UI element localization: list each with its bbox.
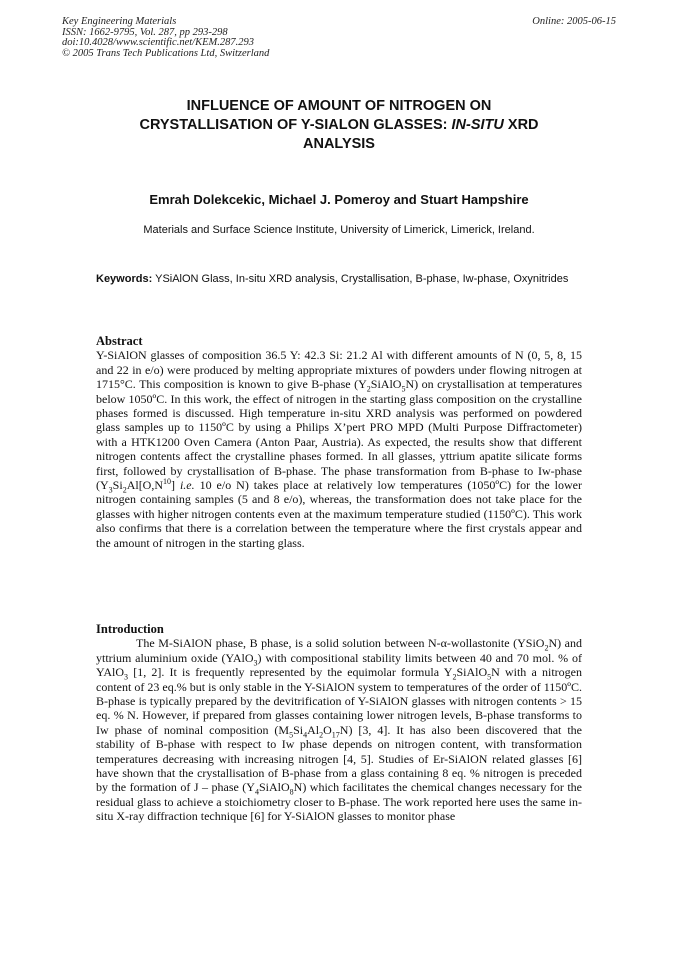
title-line-1: INFLUENCE OF AMOUNT OF NITROGEN ON (186, 98, 492, 114)
title-italic: IN-SITU (451, 117, 504, 133)
paper-title (90, 97, 588, 154)
journal-name: Key Engineering Materials (62, 16, 177, 27)
keywords (96, 273, 596, 285)
title-line-2 (90, 116, 588, 135)
abstract-section (96, 334, 582, 550)
abstract-heading: Abstract (96, 334, 143, 348)
journal-doi[interactable]: doi:10.4028/www.scientific.net/KEM.287.293 (62, 37, 254, 48)
abstract-text: Y-SiAlON glasses of composition 36.5 Y: 42.3 Si: 21.2 Al with different amounts of N (0, 5, 8, 15 and 22 in e/o) were produced by melting appropriate mixtures of powders under flowing nitrogen at 1715°C. This composition is known to give B-phase $(Y_2SiAlO_5N)$ on crystallisation at temperatures below 1050ºC. In this work, the effect of nitrogen in the starting glass composition on the crystalline phases formed is discussed. High temperature in-situ XRD analysis was performed on powdered glass samples up to 1150ºC by using a Philips X’pert PRO MPD (Multi Purpose Diffractometer) with a HTK1200 Oven Camera (Anton Paar, Austria). As expected, the results show that different nitrogen contents affect the crystalline phases formed. In all glasses, yttrium apatite silicate forms first, followed by crystallisation of B-phase. The phase transformation from B-phase to Iw-phase ($Y_3Si_2Al[O,N^{10}]$ i.e. 10 e/o N) takes place at relatively low temperatures (1050ºC) for the lower nitrogen containing samples (5 and 8 e/o), whereas, the transformation does not take place for the glasses with higher nitrogen contents even at the maximum temperature studied (1150ºC). This work also confirms that there is a correlation between the temperature where the first crystals appear and the amount of nitrogen in the starting glass. (96, 348, 582, 550)
journal-issn: ISSN: 1662-9795, Vol. 287, pp 293-298 (62, 26, 228, 38)
journal-copyright: © 2005 Trans Tech Publications Ltd, Switzerland (62, 47, 270, 59)
keywords-label: Keywords: (96, 273, 153, 285)
introduction-heading: Introduction (96, 622, 164, 636)
introduction-section (96, 622, 582, 824)
title-line-3: ANALYSIS (303, 136, 375, 152)
author-list: Emrah Dolekcekic, Michael J. Pomeroy and Stuart Hampshire (149, 192, 529, 207)
keywords-text: YSiAlON Glass, In-situ XRD analysis, Crystallisation, B-phase, Iw-phase, Oxynitrides (152, 273, 569, 285)
title-line-2-pre: CRYSTALLISATION OF Y-SIALON GLASSES: (139, 117, 452, 133)
title-line-2-post: XRD (503, 117, 539, 133)
introduction-text: The M-SiAlON phase, B phase, is a solid solution between N-α-wollastonite (YSiO$_2$N) and yttrium aluminium oxide (YAlO$_3$) with compositional stability limits between 40 and 70 mol. % of YAlO$_3$ [1, 2]. It is frequently represented by the equimolar formula $Y_2SiAlO_5N$ with a nitrogen content of 23 eq.% but is only stable in the Y-SiAlON system to temperatures of the order of 1150ºC. B-phase is typically prepared by the devitrification of Y-SiAlON glasses with nitrogen contents > 15 eq. % N. However, if prepared from glasses containing lower nitrogen levels, B-phase transforms to Iw phase of nominal composition $(M_5Si_4Al_2O_{17}N)$ [3, 4]. It has also been discovered that the stability of B-phase with respect to Iw phase depends on nitrogen content, with transformation temperatures decreasing with increasing nitrogen [4, 5]. Studies of Er-SiAlON related glasses [6] have shown that the crystallisation of B-phase from a glass containing 8 eq. % nitrogen is preceded by the formation of J – phase $(Y_4SiAlO_8N)$ which facilitates the chemical changes necessary for the residual glass to achieve a stoichiometry closer to B-phase. The work reported here uses the same in-situ X-ray diffraction technique [6] for Y-SiAlON glasses to monitor phase (96, 636, 582, 824)
journal-header (62, 17, 269, 59)
affiliation: Materials and Surface Science Institute, University of Limerick, Limerick, Ireland. (143, 224, 535, 236)
online-date: Online: 2005-06-15 (532, 16, 616, 27)
